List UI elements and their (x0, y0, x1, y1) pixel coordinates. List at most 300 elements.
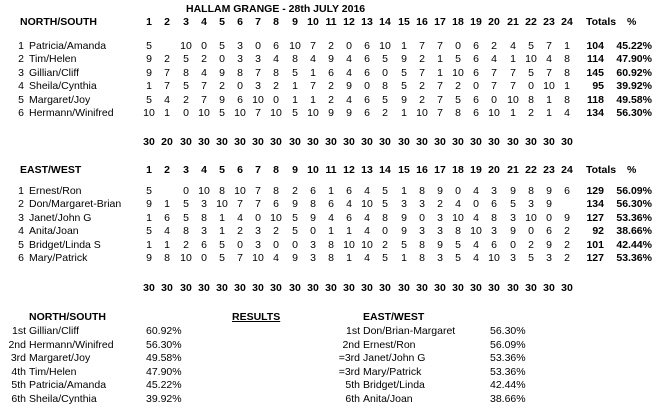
board-score: 4 (510, 40, 516, 52)
board-score: 0 (455, 185, 461, 197)
board-number: 11 (325, 16, 337, 28)
board-top: 30 (379, 282, 391, 294)
totals-header: Totals (586, 164, 617, 176)
board-score: 4 (564, 107, 570, 119)
row-number: 5 (18, 93, 24, 106)
board-number: 9 (292, 164, 298, 176)
board-score: 5 (401, 80, 407, 93)
pair-total: 129 (586, 185, 604, 197)
board-number: 19 (470, 16, 482, 28)
ew-pair: Janet/John G (363, 352, 426, 365)
board-score: 5 (528, 66, 534, 79)
pair-total: 92 (592, 225, 604, 238)
board-score: 1 (564, 40, 570, 52)
board-score: 6 (346, 211, 352, 224)
board-score: 4 (455, 198, 461, 211)
board-score: 1 (146, 211, 152, 224)
board-score: 9 (219, 93, 225, 106)
ew-percent: 56.09% (490, 338, 526, 351)
board-score: 7 (491, 80, 497, 93)
board-score: 9 (346, 80, 352, 93)
board-top: 30 (325, 282, 337, 294)
ew-percent: 56.30% (490, 325, 526, 337)
section-heading: EAST/WEST (20, 164, 82, 176)
board-score: 10 (270, 107, 282, 119)
board-score: 0 (491, 93, 497, 106)
board-score: 1 (401, 185, 407, 197)
board-top: 30 (161, 282, 173, 294)
board-score: 3 (528, 198, 534, 211)
pair-percent: 38.66% (616, 225, 652, 238)
board-number: 13 (361, 164, 373, 176)
board-score: 5 (292, 225, 298, 238)
board-score: 9 (564, 211, 570, 224)
board-score: 6 (328, 198, 334, 211)
board-score: 2 (382, 238, 388, 251)
board-score: 0 (183, 107, 189, 119)
board-score: 2 (419, 53, 425, 66)
board-score: 9 (401, 225, 407, 238)
board-score: 4 (328, 211, 334, 224)
board-score: 5 (292, 107, 298, 119)
board-score: 3 (255, 80, 261, 93)
board-score: 7 (237, 198, 243, 211)
board-score: 1 (292, 80, 298, 93)
pair-name: Ernest/Ron (29, 185, 82, 197)
results-heading: RESULTS (232, 311, 281, 323)
board-score: 6 (201, 238, 207, 251)
board-top: 30 (434, 136, 446, 148)
board-top: 30 (398, 136, 410, 148)
board-top: 30 (252, 136, 264, 148)
board-score: 1 (346, 252, 352, 264)
board-score: 0 (382, 225, 388, 238)
ns-percent: 56.30% (146, 338, 182, 351)
board-top: 30 (289, 282, 301, 294)
board-score: 5 (146, 40, 152, 52)
board-score: 9 (510, 185, 516, 197)
board-score: 0 (510, 238, 516, 251)
board-score: 5 (183, 211, 189, 224)
pair-total: 127 (586, 252, 604, 264)
board-score: 2 (491, 40, 497, 52)
board-score: 4 (473, 238, 479, 251)
board-top: 30 (452, 282, 464, 294)
section-heading: NORTH/SOUTH (20, 16, 97, 28)
board-score: 9 (310, 211, 316, 224)
ns-pair: Tim/Helen (29, 365, 77, 378)
board-score: 1 (219, 225, 225, 238)
board-score: 1 (310, 66, 316, 79)
board-top: 30 (234, 282, 246, 294)
board-top: 30 (252, 282, 264, 294)
board-score: 7 (237, 252, 243, 264)
board-score: 5 (401, 66, 407, 79)
board-score: 0 (346, 40, 352, 52)
board-top: 30 (525, 282, 537, 294)
board-score: 9 (401, 93, 407, 106)
board-number: 23 (543, 164, 555, 176)
board-score: 7 (510, 80, 516, 93)
pair-name: Margaret/Joy (29, 93, 91, 106)
board-number: 24 (561, 164, 573, 176)
board-score: 2 (328, 93, 334, 106)
board-score: 9 (346, 107, 352, 119)
board-top: 30 (216, 282, 228, 294)
board-score: 10 (198, 107, 210, 119)
board-score: 4 (346, 93, 352, 106)
board-score: 8 (528, 93, 534, 106)
board-score: 2 (237, 225, 243, 238)
board-score: 10 (180, 252, 192, 264)
board-number: 21 (507, 164, 519, 176)
board-score: 5 (146, 225, 152, 238)
board-score: 2 (455, 80, 461, 93)
board-score: 7 (255, 198, 261, 211)
ns-place: 2nd (8, 338, 26, 351)
ns-pair: Margaret/Joy (29, 352, 91, 365)
ew-pair: Anita/Joan (363, 393, 413, 405)
board-score: 0 (310, 225, 316, 238)
board-score: 6 (491, 198, 497, 211)
board-score: 1 (564, 80, 570, 93)
board-number: 17 (434, 164, 446, 176)
ns-percent: 60.92% (146, 325, 182, 337)
board-score: 6 (564, 185, 570, 197)
ns-place: 3rd (10, 352, 26, 365)
board-number: 20 (488, 164, 500, 176)
board-score: 0 (237, 80, 243, 93)
board-number: 3 (183, 16, 189, 28)
board-number: 10 (307, 164, 319, 176)
board-score: 7 (437, 107, 443, 119)
ns-pair: Gillian/Cliff (29, 325, 79, 337)
board-score: 3 (437, 252, 443, 264)
board-score: 5 (183, 198, 189, 211)
board-score: 2 (564, 225, 570, 238)
board-score: 7 (419, 40, 425, 52)
board-score: 1 (146, 238, 152, 251)
board-score: 7 (201, 93, 207, 106)
board-score: 5 (455, 252, 461, 264)
board-score: 8 (491, 211, 497, 224)
board-number: 5 (219, 164, 225, 176)
board-score: 8 (419, 252, 425, 264)
board-score: 1 (437, 53, 443, 66)
board-top: 30 (470, 136, 482, 148)
board-number: 23 (543, 16, 555, 28)
board-score: 6 (328, 66, 334, 79)
board-score: 5 (528, 40, 534, 52)
board-score: 4 (164, 225, 170, 238)
board-score: 0 (528, 225, 534, 238)
pair-name: Tim/Helen (29, 53, 77, 66)
board-score: 2 (528, 107, 534, 119)
board-number: 22 (525, 16, 537, 28)
row-number: 4 (18, 80, 24, 93)
board-score: 0 (255, 40, 261, 52)
board-score: 6 (364, 93, 370, 106)
board-score: 9 (146, 53, 152, 66)
board-number: 7 (255, 164, 261, 176)
board-score: 10 (143, 107, 155, 119)
row-number: 1 (18, 40, 24, 52)
board-score: 1 (292, 93, 298, 106)
board-score: 8 (164, 252, 170, 264)
board-score: 2 (382, 107, 388, 119)
board-score: 0 (473, 80, 479, 93)
board-score: 7 (419, 66, 425, 79)
board-score: 4 (491, 53, 497, 66)
board-score: 7 (310, 40, 316, 52)
board-score: 10 (307, 107, 319, 119)
board-score: 5 (455, 238, 461, 251)
board-number: 4 (201, 16, 207, 28)
board-score: 0 (255, 211, 261, 224)
board-score: 2 (528, 238, 534, 251)
ew-pair: Don/Brian-Margaret (363, 325, 456, 337)
board-score: 3 (419, 225, 425, 238)
board-number: 8 (273, 164, 279, 176)
board-score: 5 (382, 93, 388, 106)
board-score: 7 (310, 80, 316, 93)
board-score: 9 (401, 53, 407, 66)
board-score: 8 (219, 185, 225, 197)
board-top: 30 (525, 136, 537, 148)
ew-pair: Ernest/Ron (363, 338, 416, 351)
board-score: 5 (146, 93, 152, 106)
board-score: 8 (419, 185, 425, 197)
pair-percent: 53.36% (616, 252, 652, 264)
board-score: 1 (546, 107, 552, 119)
board-score: 6 (273, 40, 279, 52)
board-top: 30 (234, 136, 246, 148)
pair-total: 134 (586, 198, 604, 211)
pair-total: 114 (587, 53, 604, 66)
board-score: 10 (234, 107, 246, 119)
pair-name: Sheila/Cynthia (29, 80, 97, 93)
board-number: 14 (379, 16, 391, 28)
totals-header: Totals (586, 16, 617, 28)
row-number: 1 (18, 185, 24, 197)
board-score: 5 (219, 252, 225, 264)
board-top: 30 (325, 136, 337, 148)
pair-total: 101 (586, 238, 604, 251)
board-score: 0 (528, 80, 534, 93)
board-number: 16 (416, 164, 428, 176)
board-score: 0 (546, 211, 552, 224)
board-top: 30 (561, 136, 573, 148)
pair-name: Bridget/Linda S (29, 238, 101, 251)
board-score: 1 (346, 225, 352, 238)
board-score: 9 (292, 198, 298, 211)
pair-percent: 60.92% (616, 66, 652, 79)
board-number: 2 (164, 164, 170, 176)
board-score: 3 (255, 225, 261, 238)
board-score: 5 (401, 238, 407, 251)
board-number: 21 (507, 16, 519, 28)
results-ew-heading: EAST/WEST (363, 311, 425, 323)
board-score: 1 (328, 225, 334, 238)
pair-name: Janet/John G (29, 211, 92, 224)
board-score: 4 (273, 53, 279, 66)
board-score: 1 (401, 40, 407, 52)
board-top: 30 (180, 136, 192, 148)
ew-place: 5th (345, 379, 360, 392)
pair-percent: 42.44% (616, 238, 652, 251)
pair-name: Don/Margaret-Brian (29, 198, 122, 211)
board-score: 10 (361, 198, 373, 211)
board-score: 5 (455, 93, 461, 106)
ns-percent: 45.22% (146, 379, 182, 392)
ns-place: 1st (11, 325, 26, 337)
board-score: 7 (164, 80, 170, 93)
board-top: 30 (488, 136, 500, 148)
pair-percent: 53.36% (616, 211, 652, 224)
board-score: 1 (146, 80, 152, 93)
board-number: 6 (237, 16, 243, 28)
board-number: 13 (361, 16, 373, 28)
row-number: 3 (18, 66, 24, 79)
board-score: 8 (183, 66, 189, 79)
board-score: 8 (183, 225, 189, 238)
ew-place: 6th (345, 393, 360, 405)
row-number: 5 (18, 238, 24, 251)
board-number: 10 (307, 16, 319, 28)
board-score: 9 (328, 107, 334, 119)
board-score: 9 (401, 211, 407, 224)
board-score: 10 (416, 107, 428, 119)
board-score: 9 (146, 198, 152, 211)
board-score: 6 (364, 53, 370, 66)
board-score: 7 (510, 66, 516, 79)
board-score: 2 (437, 198, 443, 211)
board-score: 9 (146, 252, 152, 264)
board-number: 3 (183, 164, 189, 176)
board-score: 7 (437, 40, 443, 52)
board-score: 9 (546, 198, 552, 211)
board-score: 6 (310, 185, 316, 197)
board-score: 10 (488, 252, 500, 264)
board-score: 0 (237, 238, 243, 251)
board-score: 5 (146, 185, 152, 197)
board-score: 1 (164, 198, 170, 211)
sheet-title: HALLAM GRANGE - 28th JULY 2016 (186, 3, 366, 15)
board-score: 8 (528, 185, 534, 197)
board-number: 24 (561, 16, 573, 28)
board-top: 30 (488, 282, 500, 294)
board-score: 2 (219, 80, 225, 93)
board-top: 30 (216, 136, 228, 148)
board-score: 1 (437, 66, 443, 79)
board-score: 3 (419, 198, 425, 211)
ns-place: 5th (11, 379, 26, 392)
pair-name: Gillian/Cliff (29, 66, 79, 79)
pair-total: 104 (586, 40, 604, 52)
board-score: 3 (237, 40, 243, 52)
pair-name: Patricia/Amanda (29, 40, 107, 52)
pair-total: 95 (592, 80, 604, 93)
board-score: 2 (183, 238, 189, 251)
board-score: 2 (201, 53, 207, 66)
ns-pair: Hermann/Winifred (29, 338, 114, 351)
pair-total: 127 (586, 211, 604, 224)
board-number: 1 (146, 16, 152, 28)
board-top: 30 (561, 282, 573, 294)
board-score: 2 (419, 93, 425, 106)
board-top: 30 (289, 136, 301, 148)
board-score: 2 (164, 53, 170, 66)
board-score: 2 (328, 80, 334, 93)
ew-place: 2nd (342, 338, 360, 351)
board-score: 2 (292, 185, 298, 197)
board-score: 3 (310, 252, 316, 264)
board-score: 9 (510, 225, 516, 238)
board-number: 11 (325, 164, 337, 176)
board-score: 0 (455, 40, 461, 52)
board-top: 30 (543, 282, 555, 294)
board-number: 22 (525, 164, 537, 176)
board-score: 8 (292, 53, 298, 66)
board-score: 2 (183, 93, 189, 106)
board-score: 0 (201, 252, 207, 264)
ew-pair: Bridget/Linda (363, 379, 425, 392)
board-score: 6 (491, 238, 497, 251)
board-number: 14 (379, 164, 391, 176)
board-score: 10 (216, 198, 228, 211)
board-top: 20 (161, 136, 173, 148)
board-score: 10 (507, 93, 519, 106)
board-number: 12 (343, 164, 355, 176)
board-top: 30 (379, 136, 391, 148)
board-top: 30 (470, 282, 482, 294)
board-top: 30 (307, 282, 319, 294)
board-score: 9 (146, 66, 152, 79)
board-score: 4 (201, 66, 207, 79)
board-top: 30 (343, 136, 355, 148)
board-top: 30 (180, 282, 192, 294)
board-score: 6 (473, 107, 479, 119)
board-score: 8 (310, 198, 316, 211)
board-top: 30 (307, 136, 319, 148)
board-number: 7 (255, 16, 261, 28)
ew-place: 1st (345, 325, 360, 337)
board-top: 30 (398, 282, 410, 294)
ew-place: =3rd (338, 352, 360, 365)
board-score: 6 (364, 66, 370, 79)
board-score: 6 (273, 198, 279, 211)
board-score: 8 (201, 211, 207, 224)
board-score: 2 (419, 80, 425, 93)
board-score: 6 (364, 40, 370, 52)
board-score: 4 (473, 185, 479, 197)
board-top: 30 (361, 136, 373, 148)
ew-percent: 42.44% (490, 379, 526, 392)
board-score: 4 (310, 53, 316, 66)
board-score: 10 (180, 40, 192, 52)
board-score: 4 (364, 225, 370, 238)
board-score: 0 (219, 53, 225, 66)
board-score: 5 (510, 198, 516, 211)
pair-percent: 45.22% (616, 40, 652, 52)
board-score: 0 (473, 198, 479, 211)
board-score: 1 (164, 238, 170, 251)
ns-percent: 39.92% (146, 393, 182, 405)
board-score: 10 (234, 185, 246, 197)
board-score: 5 (219, 107, 225, 119)
board-top: 30 (361, 282, 373, 294)
board-score: 6 (164, 211, 170, 224)
